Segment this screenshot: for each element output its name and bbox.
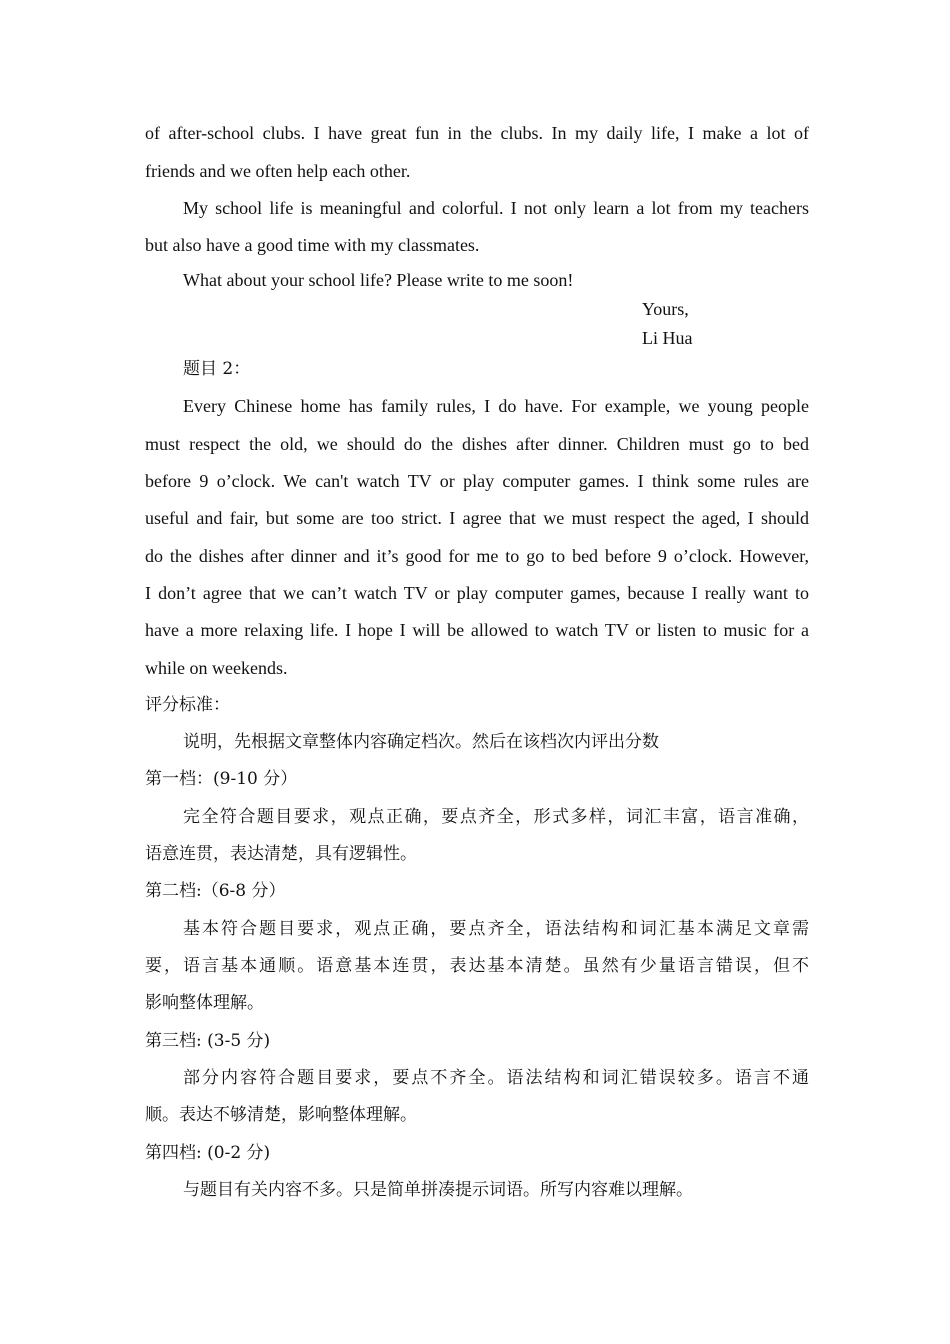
essay1-line-5: What about your school life? Please write to me soon! bbox=[183, 270, 574, 290]
level-2-line-1: 基本符合题目要求，观点正确，要点齐全，语法结构和词汇基本满足文章需 bbox=[183, 919, 809, 939]
level-2-line-3: 影响整体理解。 bbox=[145, 993, 264, 1013]
topic2-line-5: do the dishes after dinner and it’s good for me to go to bed before 9 o’clock. However, bbox=[145, 546, 809, 566]
essay1-line-3: My school life is meaningful and colorful. I not only learn a lot from my teachers bbox=[183, 198, 809, 218]
level-3-line-1: 部分内容符合题目要求，要点不齐全。语法结构和词汇错误较多。语言不通 bbox=[183, 1068, 809, 1088]
topic2-line-6: I don’t agree that we can’t watch TV or play computer games, because I really want to bbox=[145, 583, 809, 603]
level-4-line-1: 与题目有关内容不多。只是简单拼凑提示词语。所写内容难以理解。 bbox=[183, 1180, 693, 1200]
essay1-line-2: friends and we often help each other. bbox=[145, 161, 411, 181]
topic2-line-7: have a more relaxing life. I hope I will be allowed to watch TV or listen to music for a bbox=[145, 620, 809, 640]
level-1-line-1: 完全符合题目要求，观点正确，要点齐全，形式多样，词汇丰富，语言准确， bbox=[183, 807, 809, 827]
topic2-line-2: must respect the old, we should do the dishes after dinner. Children must go to bed bbox=[145, 434, 809, 454]
letter-signature: Li Hua bbox=[642, 328, 693, 348]
topic2-heading: 题目 2： bbox=[183, 359, 251, 379]
essay1-line-1: of after-school clubs. I have great fun in the clubs. In my daily life, I make a lot of bbox=[145, 123, 809, 143]
topic2-line-1: Every Chinese home has family rules, I do have. For example, we young people bbox=[183, 396, 809, 416]
letter-closing: Yours, bbox=[642, 299, 689, 319]
criteria-heading: 评分标准： bbox=[145, 695, 230, 715]
topic2-line-4: useful and fair, but some are too strict. I agree that we must respect the aged, I should bbox=[145, 508, 809, 528]
essay1-line-4: but also have a good time with my classmates. bbox=[145, 235, 480, 255]
topic2-line-3: before 9 o’clock. We can't watch TV or play computer games. I think some rules are bbox=[145, 471, 809, 491]
level-1-line-2: 语意连贯，表达清楚，具有逻辑性。 bbox=[145, 844, 417, 864]
level-3-line-2: 顺。表达不够清楚，影响整体理解。 bbox=[145, 1105, 417, 1125]
level-4-title: 第四档: (0-2 分) bbox=[145, 1143, 271, 1163]
level-2-line-2: 要，语言基本通顺。语意基本连贯，表达基本清楚。虽然有少量语言错误，但不 bbox=[145, 956, 809, 976]
topic2-line-8: while on weekends. bbox=[145, 658, 288, 678]
level-2-title: 第二档:（6-8 分） bbox=[145, 881, 286, 901]
level-3-title: 第三档: (3-5 分) bbox=[145, 1031, 271, 1051]
criteria-note: 说明，先根据文章整体内容确定档次。然后在该档次内评出分数 bbox=[183, 732, 659, 752]
level-1-title: 第一档：(9-10 分） bbox=[145, 769, 298, 789]
